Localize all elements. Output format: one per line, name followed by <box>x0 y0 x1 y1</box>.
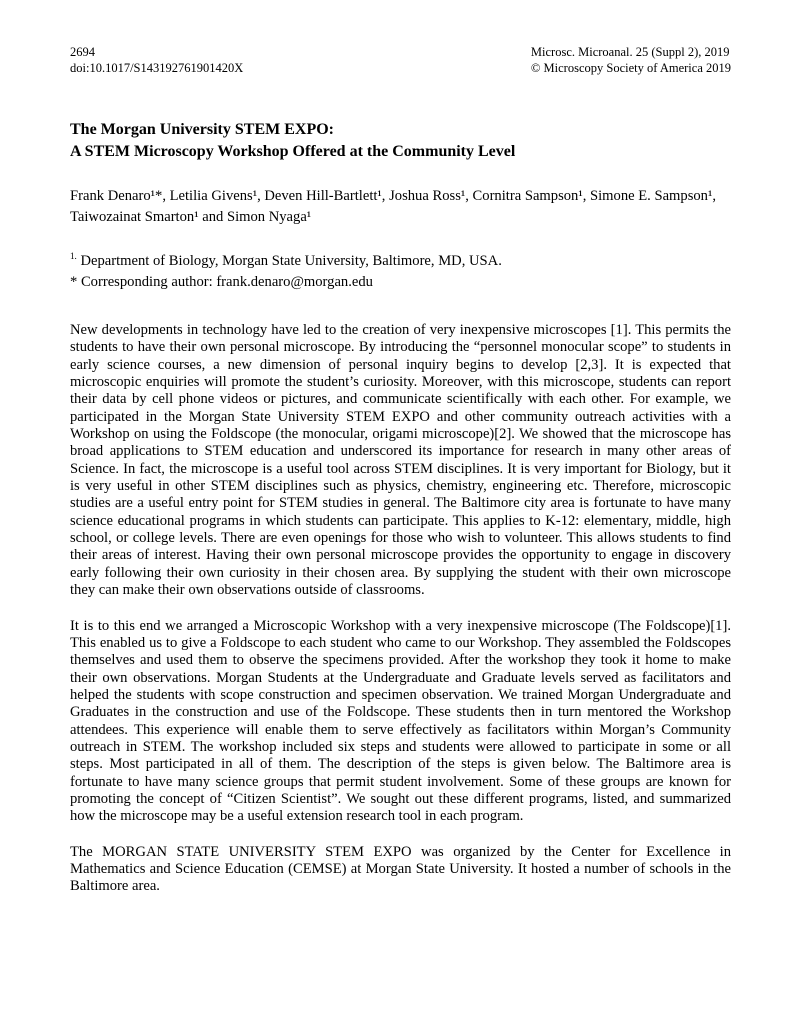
header-right <box>531 44 731 76</box>
journal-header <box>70 44 731 76</box>
paragraph-1: New developments in technology have led to the creation of very inexpensive microscopes [1]. This permits the students to have their own personal microscope. By introducing the “personnel monocular scope” to students in early science courses, a new dimension of personal inquiry begins to develop [2,3]. It is expected that microscopic enquiries will promote the student’s curiosity. Moreover, with this microscope, students can report their data by cell phone videos or pictures, and communicate scientifically with each other. For example, we participated in the Morgan State University STEM EXPO and other community outreach activities with a Workshop on using the Foldscope (the monocular, origami microscope)[2]. We showed that the microscope has broad applications to STEM education and underscored its importance for research in many other areas of Science. In fact, the microscope is a useful tool across STEM disciplines. It is very important for Biology, but it is very useful in other STEM disciplines such as physics, chemistry, engineering etc. Therefore, microscopic studies are a useful entry point for STEM studies in general. The Baltimore city area is fortunate to have many science educational programs in which students can participate. This applies to K-12: elementary, middle, high school, or college levels. There are even openings for those who wish to volunteer. This allows students to find their areas of interest. Having their own personal microscope provides the opportunity to engage in discovery early following their own curiosity in their chosen area. By supplying the student with their own microscope they can make their own observations outside of classrooms. <box>70 322 731 599</box>
paper-title-line-2: A STEM Microscopy Workshop Offered at the Community Level <box>70 142 516 160</box>
affiliation-marker: 1. <box>70 251 77 262</box>
doi: doi:10.1017/S143192761901420X <box>70 61 244 75</box>
paragraph-3: The MORGAN STATE UNIVERSITY STEM EXPO was organized by the Center for Excellence in Mathematics and Science Education (CEMSE) at Morgan State University. It hosted a number of schools in the Baltimore area. <box>70 843 731 895</box>
page-number: 2694 <box>70 45 95 59</box>
copyright-notice: © Microscopy Society of America 2019 <box>530 61 731 75</box>
paragraph-2: It is to this end we arranged a Microscopic Workshop with a very inexpensive microscope (The Foldscope)[1]. This enabled us to give a Foldscope to each student who came to our Workshop. They assembled the Foldscopes themselves and used them to observe the specimens provided. After the workshop they took it home to make their own observations. Morgan Students at the Undergraduate and Graduate levels served as facilitators and helped the students with scope construction and specimen observation. We trained Morgan Undergraduate and Graduates in the construction and use of the Foldscope. These students then in turn mentored the Workshop attendees. This experience will enable them to serve effectively as facilitators within Morgan’s Community outreach in STEM. The workshop included six steps and students were allowed to participate in some or all steps. Most participated in all of them. The description of the steps is given below. The Baltimore area is fortunate to have many science groups that permit student involvement. Some of these groups are known for promoting the concept of “Citizen Scientist”. We sought out these different programs, listed, and summarized how the microscope may be a useful extension research tool in each program. <box>70 617 731 825</box>
affiliation-text: Department of Biology, Morgan State University, Baltimore, MD, USA. <box>76 253 502 269</box>
journal-citation: Microsc. Microanal. 25 (Suppl 2), 2019 <box>530 45 730 59</box>
corresponding-author-line: * Corresponding author: frank.denaro@morgan.edu <box>70 274 373 290</box>
affiliation <box>70 251 731 272</box>
affiliation-block <box>70 251 731 293</box>
authors-line: Frank Denaro¹*, Letilia Givens¹, Deven Hill-Bartlett¹, Joshua Ross¹, Cornitra Sampson¹, Simone E. Sampson¹, Taiwozainat Smarton¹ and Simon Nyaga¹ <box>70 188 717 225</box>
paper-title-line-1: The Morgan University STEM EXPO: <box>70 121 334 138</box>
paper-title <box>70 119 731 162</box>
header-left <box>70 44 243 76</box>
